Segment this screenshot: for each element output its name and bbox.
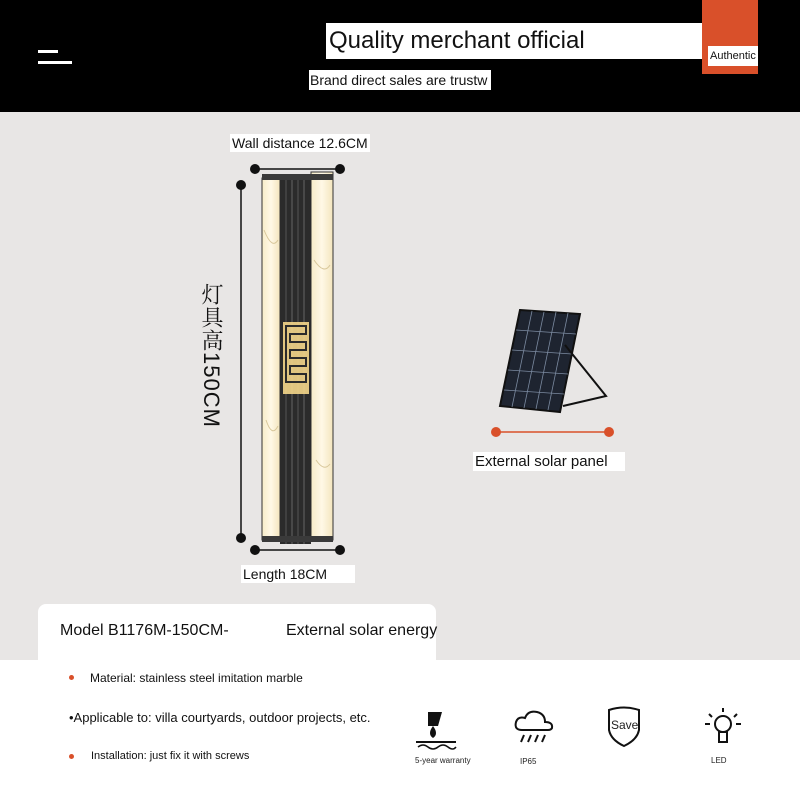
led-caption: LED: [711, 756, 727, 765]
dimension-dot: [236, 533, 246, 543]
feature-installation: Installation: just fix it with screws: [91, 750, 250, 762]
page-title: Quality merchant official: [329, 27, 585, 54]
ip65-caption: IP65: [520, 757, 537, 766]
solar-panel-label: External solar panel: [473, 452, 625, 471]
dimension-dot: [250, 164, 260, 174]
height-label: 灯具高150CM: [199, 283, 224, 428]
length-label: Length 18CM: [241, 565, 355, 583]
bullet-dot: [69, 754, 74, 759]
dimension-dot: [250, 545, 260, 555]
feature-material: Material: stainless steel imitation marble: [90, 671, 303, 685]
shield-caption: Save: [611, 718, 639, 732]
warranty-caption: 5-year warranty: [415, 756, 471, 765]
page-subtitle: Brand direct sales are trustw: [310, 72, 488, 88]
dimension-dot: [236, 180, 246, 190]
feature-applicable: •Applicable to: villa courtyards, outdoor projects, etc.: [69, 710, 371, 725]
wall-distance-label: Wall distance 12.6CM: [232, 135, 368, 151]
solar-panel-illustration: [491, 310, 614, 437]
energy-type: External solar energy: [286, 622, 438, 639]
dimension-dot: [335, 545, 345, 555]
lamp-illustration: [262, 172, 333, 544]
bullet-dot: [69, 675, 74, 680]
warranty-icon: [414, 706, 458, 750]
model-number: Model B1176M-150CM-: [60, 622, 229, 639]
lightbulb-icon: [703, 706, 743, 750]
authentic-badge-label: Authentic: [710, 50, 756, 62]
dimension-dot: [335, 164, 345, 174]
rain-cloud-icon: [512, 708, 556, 748]
